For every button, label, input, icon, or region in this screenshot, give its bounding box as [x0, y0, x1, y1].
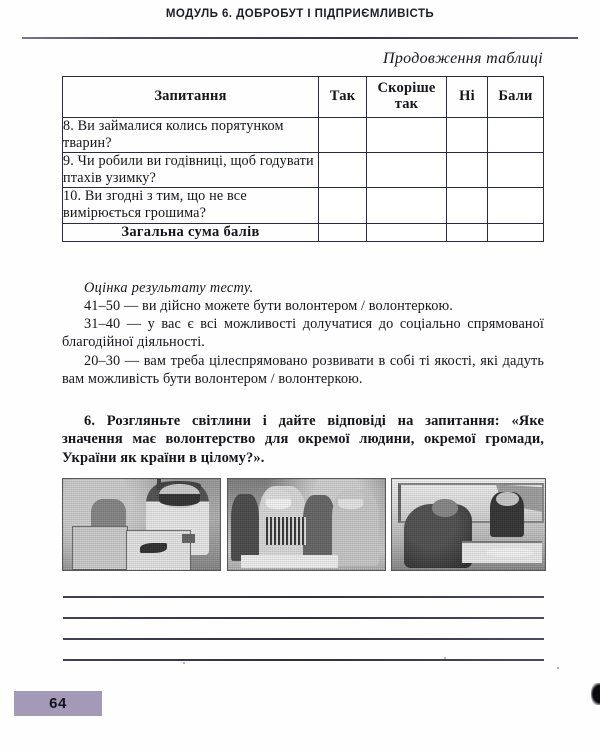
photo-3-grain: [392, 479, 545, 570]
answer-cell-rather-yes[interactable]: [367, 153, 447, 188]
answer-cell-yes[interactable]: [319, 188, 367, 223]
column-header-points: Бали: [488, 77, 544, 118]
photo-1-grain: [63, 479, 220, 570]
total-cell-no[interactable]: [447, 223, 488, 241]
table-row: [63, 188, 544, 223]
photo-volunteers-preparing-food: [227, 478, 386, 571]
table-total-row: [63, 223, 544, 241]
answer-cell-points[interactable]: [488, 153, 544, 188]
scan-speck: [444, 657, 446, 659]
answer-cell-points[interactable]: [488, 188, 544, 223]
answer-cell-no[interactable]: [447, 188, 488, 223]
page-number: 64: [49, 695, 67, 712]
answer-line[interactable]: [63, 617, 544, 619]
answer-cell-no[interactable]: [447, 118, 488, 153]
scoring-item-31-40: 31–40 — у вас є всі можливості долучатися до соціально спрямованої благодійної діяльності.: [62, 316, 544, 351]
header-rule: [22, 37, 578, 39]
answer-cell-points[interactable]: [488, 118, 544, 153]
table-caption: Продовження таблиці: [383, 50, 543, 67]
answer-cell-rather-yes[interactable]: [367, 118, 447, 153]
total-cell-yes[interactable]: [319, 223, 367, 241]
total-row-label: Загальна сума балів: [63, 223, 319, 241]
scoring-item-20-30: 20–30 — вам треба цілеспрямовано розвивати в собі ті якості, які дадуть вам можливість бути волонтером / волонтеркою.: [62, 352, 544, 387]
running-head: МОДУЛЬ 6. ДОБРОБУТ І ПІДПРИЄМЛИВІСТЬ: [165, 8, 435, 20]
answer-lines: [63, 596, 544, 680]
column-header-question: Запитання: [63, 77, 319, 118]
answer-cell-rather-yes[interactable]: [367, 188, 447, 223]
answer-cell-yes[interactable]: [319, 153, 367, 188]
photo-2-grain: [228, 479, 385, 570]
column-header-yes: Так: [319, 77, 367, 118]
scoring-section: [62, 279, 544, 388]
table-row: [63, 153, 544, 188]
total-cell-rather-yes[interactable]: [367, 223, 447, 241]
photo-strip: [62, 478, 544, 569]
answer-cell-yes[interactable]: [319, 118, 367, 153]
page-number-box: [14, 691, 102, 716]
scan-edge-artifact: [591, 683, 600, 705]
question-text: 9. Чи робили ви годівниці, щоб годувати птахів узимку?: [63, 153, 319, 188]
answer-line[interactable]: [63, 659, 544, 661]
total-cell-points[interactable]: [488, 223, 544, 241]
scan-speck: [557, 667, 559, 669]
table-row: [63, 118, 544, 153]
photo-volunteers-packing-boxes: [62, 478, 221, 571]
scoring-item-41-50: 41–50 — ви дійсно можете бути волонтером / волонтеркою.: [84, 298, 453, 315]
scoring-title: Оцінка результату тесту.: [84, 280, 254, 296]
quiz-table: [62, 76, 544, 242]
task-6-text: 6. Розгляньте світлини і дайте відповіді на запитання: «Яке значення має волонтерство для окремої людини, окремої громади, України як країни в цілому?».: [62, 413, 544, 466]
photo-volunteers-distributing-bread: [391, 478, 546, 571]
column-header-no: Ні: [447, 77, 488, 118]
table-header-row: [63, 77, 544, 118]
question-text: 10. Ви згодні з тим, що не все вимірюється грошима?: [63, 188, 319, 223]
column-header-rather-yes: Скоріше так: [367, 77, 447, 118]
scan-speck: [183, 662, 185, 664]
question-text: 8. Ви займалися колись порятунком тварин?: [63, 118, 319, 153]
answer-cell-no[interactable]: [447, 153, 488, 188]
answer-line[interactable]: [63, 638, 544, 640]
answer-line[interactable]: [63, 596, 544, 598]
